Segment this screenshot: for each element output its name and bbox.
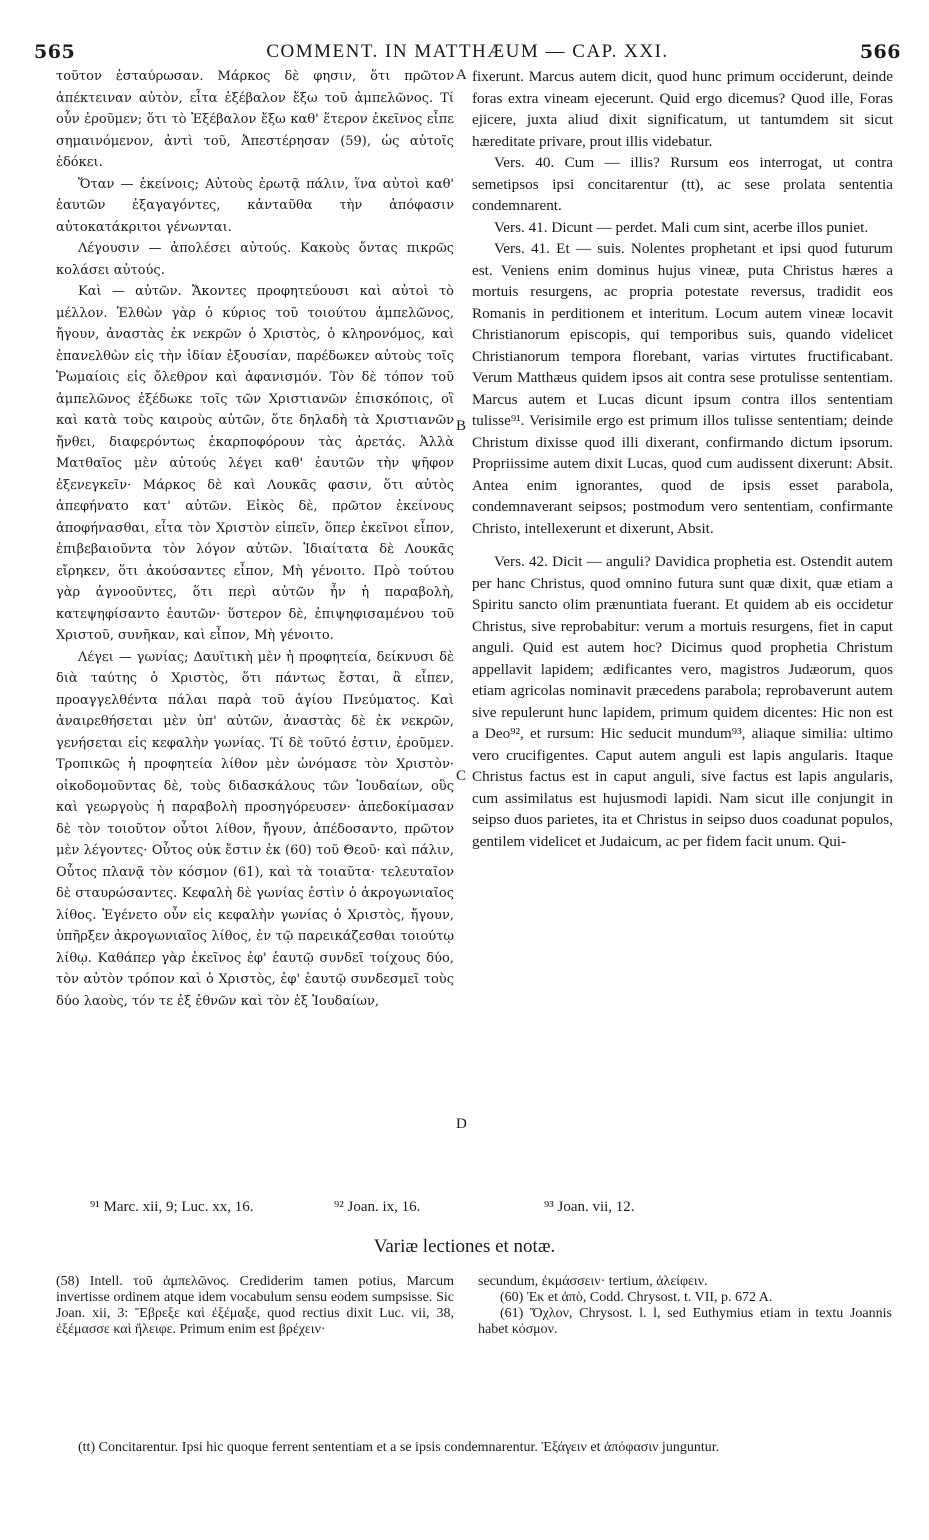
running-header — [34, 38, 901, 66]
greek-paragraph: Λέγει — γωνίας; Δαυϊτικὴ μὲν ἡ προφητεία, δείκνυσι δὲ διὰ ταύτης ὁ Χριστὸς, ὅτι πάντως ἔσται, ἃ εἶπεν, προαγγελθέντα πάλαι παρὰ τοῦ ἁγίου Πνεύματος. Καὶ ἀναιρεθήσεται μὲν ὑπ' αὐτῶν, ἀναστὰς δὲ ἐκ νεκρῶν, γενήσεται εἰς κεφαλὴν γωνίας. Τί δὲ τοῦτό ἐστιν, ἐροῦμεν. Τροπικῶς ἡ προφητεία λίθον μὲν ὠνόμασε τὸν Χριστὸν· οἰκοδομοῦντας δὲ, τοὺς διδασκάλους τῶν Ἰουδαίων, οὓς καὶ γεωργοὺς ἡ παραβολὴ προσηγόρευσεν· ἀπεδοκίμασαν δὲ τὸν τοιοῦτον οὗτοι λίθον, ἤγουν, ἀπέδοσαντο, πρῶτον μὲν λέγοντες· Οὗτος οὐκ ἔστιν ἐκ (60) τοῦ Θεοῦ· καὶ πάλιν, Οὗτος πλανᾷ τὸν κόσμον (61), καὶ τὰ τοιαῦτα· τελευταῖον δὲ σταυρώσαντες. Κεφαλὴ δὲ γωνίας ἐστὶν ὁ ἀκρογωνιαῖος λίθος. Ἐγένετο οὖν εἰς κεφαλὴν γωνίας ὁ Χριστὸς, ἤγουν, ὑπῆρξεν ἀκρογωνιαῖος λίθος, ἐν τῷ παρεικάζεσθαι τοιούτῳ λίθῳ. Καθάπερ γὰρ ἐκεῖνος ἐφ' ἑαυτῷ συνδεῖ τοίχους δύο, τὸν αὐτὸν τρόπον καὶ ὁ Χριστὸς, ἐφ' ἑαυτῷ συνδεσμεῖ τοὺς δύο λαοὺς, τόν τε ἐξ ἐθνῶν καὶ τὸν ἐξ Ἰουδαίων, — [56, 649, 454, 1009]
margin-marker-a: A — [456, 67, 467, 83]
variae-note: (61) Ὄχλον, Chrysost. l. l, sed Euthymius etiam in textu Joannis habet κόσμον. — [478, 1306, 892, 1337]
margin-marker-b: B — [456, 418, 467, 434]
footnote-93: ⁹³ Joan. vii, 12. — [544, 1199, 635, 1215]
variae-left-note: (58) Intell. τοῦ ἀμπελῶνος. Crediderim tamen potius, Marcum invertisse ordinem atque idem vocabulum sensu eodem sumpsisse. Sic Joan. xii, 3: Ἔβρεξε καὶ ἐξέμαξε, quod rectius dixit Luc. vii, 38, ἐξέμασσε καὶ ἤλειφε. Primum enim est βρέχειν· — [56, 1274, 454, 1337]
greek-paragraph: Καὶ — αὐτῶν. Ἄκοντες προφητεύουσι καὶ αὐτοὶ τὸ μέλλον. Ἐλθὼν γὰρ ὁ κύριος τοῦ τοιούτου ἀμπελῶνος, ἤγουν, ἀναστὰς ἐκ νεκρῶν ὁ Χριστὸς, ὁ κληρονόμος, καὶ ἐπανελθὼν εἰς τὴν ἰδίαν ἐξουσίαν, παρέδωκεν αὐτοὺς τοῖς Ῥωμαίοις εἰς ὄλεθρον καὶ ἀφανισμόν. Τὸν δὲ τόπον τοῦ ἀμπελῶνος ἐξέδωκε τοῖς τῶν Χριστιανῶν ἐπισκόποις, οἳ καὶ κατὰ τοὺς καιροὺς αὐτῶν, ὅτε δηλαδὴ τὰ Χριστιανῶν ἤνθει, διαφερόντως ἐκαρποφόρουν τὰς ἀρετάς. Ἀλλὰ Ματθαῖος μὲν αὐτούς λέγει καθ' ἑαυτῶν τὴν ψῆφον ἐξενεγκεῖν· Μάρκος δὲ καὶ Λουκᾶς φασιν, ὅτι αὐτὸς ἀπεφήνατο κατ' αὐτῶν. Εἰκὸς δὲ, πρῶτον ἐκείνους ἀποφήνασθαι, εἶτα τὸν Χριστὸν εἰπεῖν, ὅπερ ἐκεῖνοι εἶπον, ἐπιβεβαιοῦντα τὸν λόγον αὐτῶν. Ἰδιαίτατα δὲ Λουκᾶς εἴρηκεν, ὅτι ἀκούσαντες εἶπον, Μὴ γένοιτο. Πρὸ τούτου γὰρ ἀγνοοῦντες, ὅτι περὶ αὐτῶν ἦν ἡ παραβολὴ, κατεψηφίσαντο ἑαυτῶν· ὕστερον δὲ, ἐπιψηφισαμένου τοῦ Χριστοῦ, συνῆκαν, καὶ εἶπον, Μὴ γένοιτο. — [56, 284, 454, 643]
variae-note: secundum, ἐκμάσσειν· tertium, ἀλείφειν. — [478, 1274, 708, 1289]
footnotes — [56, 1199, 896, 1223]
footnote-91: ⁹¹ Marc. xii, 9; Luc. xx, 16. — [90, 1199, 254, 1215]
greek-paragraph: Λέγουσιν — ἀπολέσει αὐτούς. Κακοὺς ὄντας πικρῶς κολάσει αὐτούς. — [56, 241, 454, 278]
latin-paragraph: fixerunt. Marcus autem dicit, quod hunc primum occiderunt, deinde foras extra vineam ejecerunt. Quid ergo dicemus? Quod ille, Foras ejicere, juxta aliud dixit significatum, ut tantumdem sit sicut hæreditate privare, prout illis videbatur. — [472, 68, 893, 150]
page-number-left: 565 — [34, 41, 76, 63]
footnote-92: ⁹² Joan. ix, 16. — [334, 1199, 421, 1215]
variae-title: Variæ lectiones et notæ. — [373, 1236, 556, 1257]
page-number-right: 566 — [859, 41, 901, 63]
latin-paragraph: Vers. 41. Dicunt — perdet. Mali cum sint, acerbe illos puniet. — [494, 218, 869, 236]
latin-paragraph: Vers. 42. Dicit — anguli? Davidica prophetia est. Ostendit autem per hanc Christus, quod omnino futura sunt quæ dixit, quæ etiam a Spiritu sancto olim prænuntiata fuerant. Et quidem ab eis occidetur Christus, sive reprobabitur: verum a mortuis resurgens, fiet in caput anguli. Quid est autem hoc? Dicimus quod prophetia Christum appellavit lapidem; ædificantes vero, magistros Judæorum, quos etiam agricolas nominavit præcedens parabola; reprobaverunt autem sive repulerunt hunc lapidem, primum quidem dicentes: Hic non est a Deo⁹², et rursum: Hic seducit mundum⁹³, aliaque similia: ultimo vero crucifigentes. Caput autem anguli est lapis angularis. Itaque Christus factus est in caput anguli, sive factus est lapis angularis, cum assimilatus est hujusmodi lapidi. Nam sicut ille conjungit in seipso duos parietes, ita et Christus in seipso duos coadunat populos, gentilem videlicet et Judaicum, ac per fidem facit unum. Qui- — [472, 553, 893, 850]
latin-column — [472, 66, 893, 852]
greek-column — [56, 66, 454, 1012]
variae-final-note: (tt) Concitarentur. Ipsi hic quoque ferrent sententiam et a se ipsis condemnarentur. Ἐξάγειν et ἀπόφασιν junguntur. — [78, 1440, 720, 1455]
margin-marker-c: C — [456, 768, 467, 784]
greek-paragraph: Ὅταν — ἐκείνοις; Αὐτοὺς ἐρωτᾷ πάλιν, ἵνα αὐτοὶ καθ' ἑαυτῶν ἐξαγαγόντες, κἀνταῦθα τὴν ἀπόφασιν αὐτοκατάκριτοι γένωνται. — [56, 176, 454, 235]
variae-note: (60) Ἐκ et ἀπὸ, Codd. Chrysost. t. VII, p. 672 A. — [500, 1290, 773, 1305]
latin-paragraph: Vers. 40. Cum — illis? Rursum eos interrogat, ut contra semetipsos ipsi concitarentur (tt), ac sese prolata sententia condemnarent. — [472, 154, 893, 214]
variae-right-notes — [478, 1274, 892, 1338]
running-title: COMMENT. IN MATTHÆUM — CAP. XXI. — [266, 41, 669, 62]
greek-paragraph: τοῦτον ἐσταύρωσαν. Μάρκος δὲ φησιν, ὅτι πρῶτον ἀπέκτειναν αὐτὸν, εἶτα ἐξέβαλον ἔξω τοῦ ἀμπελῶνος. Τί οὖν ἐροῦμεν; ὅτι τὸ Ἐξέβαλον ἔξω καθ' ἕτερον ἐκεῖνος εἶπε σημαινόμενον, ἀντὶ τοῦ, Ἀπεστέρησαν (59), ὡς αὐτοῖς ἐδόκει. — [56, 69, 454, 170]
latin-paragraph: Vers. 41. Et — suis. Nolentes prophetant et ipsi quod futurum est. Veniens enim dominus hujus vineæ, puta Christus hæres a mortuis resurgens, ac propria potestate reversus, tradidit eos Romanis in perditionem et interitum. Locum autem vineæ locavit Christianorum episcopis, qui temporibus suis, quando videlicet Christianorum tempora florebant, varias virtutes fructificabant. Verum Matthæus quidem ipsos ait contra sese protulisse sententiam. Marcus autem et Lucas dicunt ipsum contra illos sententiam tulisse⁹¹. Verisimile ergo est primum illos tulisse sententiam; deinde Christum dixisse quod illi dixerant, confirmando dictum ipsorum. Propriissime autem dixit Lucas, quod cum audissent dixerunt: Absit. Antea enim ignorantes, quod de ipsis esset parabola, condemnaverant seipsos; postmodum vero sententiam, confirmante Christo, intellexerunt et dixerunt, Absit. — [472, 240, 893, 537]
margin-marker-d: D — [456, 1116, 467, 1132]
